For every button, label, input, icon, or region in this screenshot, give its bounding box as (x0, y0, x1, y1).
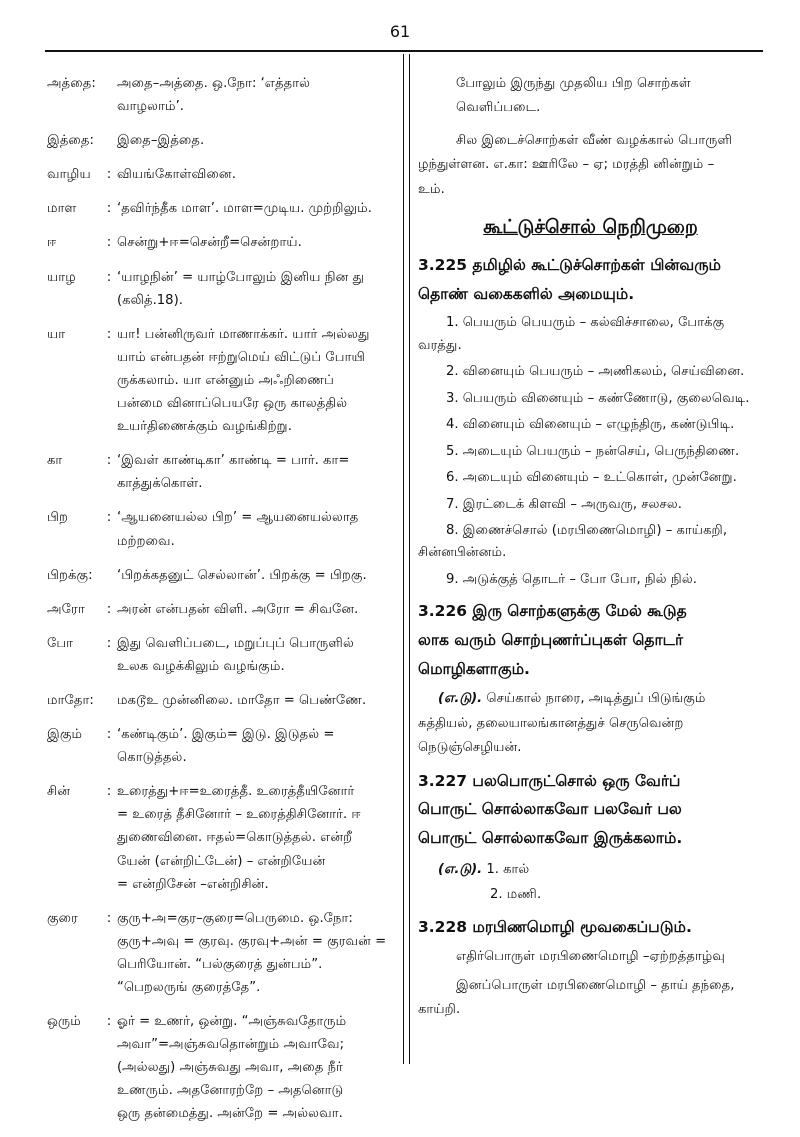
continued-paragraph (418, 72, 763, 121)
entry-definition (117, 72, 395, 118)
column-divider (403, 54, 410, 1064)
text-line: 1. கால் (482, 861, 530, 877)
page-number: 61 (389, 22, 411, 41)
paragraph-3-228a: எதிர்பொருள் மரபிணைமொழி –ஏற்றத்தாழ்வு (456, 949, 726, 965)
example-label: (எ.டு). (438, 861, 483, 877)
text-line: காய்றி. (418, 1002, 461, 1018)
entry-definition (117, 689, 395, 712)
text-line: லாக வரும் சொற்புணர்ப்புகள் தொடர் (418, 630, 684, 649)
entry-word: குரை (47, 910, 78, 926)
example-3-226 (418, 687, 763, 760)
glossary-entry (47, 689, 395, 712)
list-item: 7. இரட்டைக் கிளவி – அருவரு, சலசல. (446, 496, 682, 512)
list-item: 5. அடையும் பெயரும் – நன்செய், பெருந்திணை. (446, 443, 740, 459)
text-line: உயர்திணைக்கும் வழங்கிற்று. (117, 419, 292, 435)
text-line: துணைவினை. ஈதல்=கொடுத்தல். என்றீ (117, 830, 353, 846)
entry-definition (117, 1010, 395, 1125)
glossary-entry (47, 723, 395, 769)
text-line: ‘இவள் காண்டிகா’ காண்டி = பார். கா= (117, 453, 350, 469)
text-line: (கலித்.18). (117, 292, 183, 308)
entry-definition (117, 506, 395, 552)
entry-colon: : (106, 784, 112, 800)
entry-colon: : (106, 235, 112, 251)
entry-colon (101, 129, 117, 152)
entry-colon: : (106, 201, 112, 217)
text-line: ருக்கலாம். யா என்னும் அஃறிணைப் (117, 372, 334, 388)
text-line: இது வெளிப்படை, மறுப்புப் பொருளில் (117, 635, 354, 651)
entry-word: அத்தை: (47, 76, 96, 91)
top-rule (45, 50, 763, 52)
text-line: பொருட் சொல்லாகவோ இருக்கலாம். (418, 828, 683, 847)
text-line: உணரும். அதனோரற்றே – அதனொடு (117, 1083, 344, 1099)
text-line: இனப்பொருள் மரபிணைமொழி – தாய் தந்தை, (456, 977, 735, 993)
list-item-continuation: சின்னபின்னம். (418, 545, 507, 561)
list-item: 8. இணைச்சொல் (மரபிணைமொழி) – காய்கறி, (446, 522, 728, 538)
text-line: செய்கால் நாரை, அடித்துப் பிடுங்கும் (482, 691, 706, 707)
entry-word: கா (47, 453, 63, 469)
entry-word: பிற (47, 510, 69, 526)
entry-definition (117, 907, 395, 999)
paragraph-3-228b (418, 974, 763, 1023)
entry-word: ஒரும் (47, 1014, 81, 1030)
text-line: வாழலாம்’. (117, 99, 184, 115)
text-line: காத்துக்கொள். (117, 476, 203, 492)
entry-colon (101, 689, 117, 712)
glossary-entry (47, 72, 395, 118)
text-line: நெடுஞ்செழியன். (418, 740, 522, 756)
entry-colon: : (106, 510, 112, 526)
text-line: ஒரு தன்மைத்து. அன்றே = அல்லவா. (117, 1106, 343, 1122)
entry-colon (101, 564, 117, 587)
entry-colon (101, 72, 117, 118)
rule-3-225 (418, 251, 763, 308)
text-line: இதை–இத்தை. (117, 133, 205, 149)
entry-word: மாள (47, 201, 77, 217)
glossary-entry (47, 197, 395, 220)
list-item: 1. பெயரும் பெயரும் – கல்விச்சாலை, போக்கு (446, 315, 725, 331)
text-line: யாம் என்பதன் ஈற்றுமெய் விட்டுப் போயி (117, 349, 366, 365)
glossary-entry (47, 907, 395, 999)
text-line: சுத்தியல், தலையாலங்கானத்துச் செருவென்ற (418, 715, 684, 731)
entry-definition (117, 163, 395, 186)
text-line: உம். (418, 181, 445, 197)
text-line: ழந்துள்ளன. எ.கா: ஊரிலே – ஏ; மரத்தி னின்றும் – (418, 157, 715, 173)
text-line: ‘யாழநின்’ = யாழ்போலும் இனிய நின து (117, 269, 365, 285)
entry-definition (117, 780, 395, 895)
text-line: போலும் இருந்து முதலிய பிற சொற்கள் (456, 76, 691, 91)
entry-colon: : (106, 453, 112, 469)
text-line: வியங்கோள்வினை. (117, 167, 236, 183)
entry-colon: : (106, 910, 112, 926)
text-line: 3.225 தமிழில் கூட்டுச்சொற்கள் பின்வரும் (418, 256, 722, 275)
entry-colon: : (106, 601, 112, 617)
entry-word: அரோ (47, 601, 85, 617)
text-line: ஓர் = உணர், ஒன்று. “அஞ்சுவதோரும் (117, 1014, 347, 1030)
text-line: அரன் என்பதன் விளி. அரோ = சிவனே. (117, 601, 359, 617)
entry-definition (117, 449, 395, 495)
text-line: குரு+அவு = குரவு. குரவு+அன் = குரவன் = (117, 933, 387, 949)
text-line: பன்மை வினாப்பெயரே ஒரு காலத்தில் (117, 396, 348, 412)
text-line: ‘தவிர்ந்தீக மாள’. மாள=முடிய. முற்றிலும். (117, 201, 372, 217)
entry-word: பிறக்கு: (47, 567, 93, 583)
text-line: “பெறலருங் குரைத்தே”. (117, 980, 261, 995)
text-line: யா! பன்னிருவர் மாணாக்கர். யார் அல்லது (117, 326, 370, 342)
list-item: 6. அடையும் வினையும் – உட்கொள், முன்னேறு. (446, 470, 737, 486)
entry-colon: : (106, 635, 112, 651)
entry-definition (117, 129, 395, 152)
text-line: யேன் (என்றிட்டேன்) – என்றியேன் (117, 853, 326, 869)
example-3-227 (418, 857, 763, 882)
text-line: = என்றிசேன் –என்றிசின். (117, 876, 269, 892)
entry-definition (117, 564, 395, 587)
entry-word: வாழிய (47, 167, 91, 183)
entry-colon: : (106, 727, 112, 743)
entry-colon: : (106, 269, 112, 285)
entry-definition (117, 323, 395, 438)
text-line: (அல்லது) அஞ்சுவது அவா, அதை நீர் (117, 1060, 343, 1076)
rule-3-228: 3.228 மரபிணமொழி மூவகைப்படும். (418, 917, 692, 936)
text-line: பெரியோன். “பல்குரைத் துன்பம்”. (117, 956, 323, 972)
text-line: மற்றவை. (117, 533, 175, 549)
list-item: 9. அடுக்குத் தொடர் – போ போ, நில் நில். (446, 571, 697, 587)
text-line: மகடூஉ முன்னிலை. மாதோ = பெண்ணே. (117, 692, 367, 708)
text-line: சென்று+ஈ=சென்றீ=சென்றாய். (117, 235, 302, 251)
rule-3-226 (418, 597, 763, 683)
glossary-entry (47, 266, 395, 312)
entry-colon: : (106, 1014, 112, 1030)
text-line: உலக வழக்கிலும் வழங்கும். (117, 658, 285, 674)
glossary-entry (47, 564, 395, 587)
entry-word: யாழ (47, 269, 76, 285)
text-line: 3.226 இரு சொற்களுக்கு மேல் கூடுத (418, 602, 687, 621)
list-item-continuation: வரத்து. (418, 337, 462, 353)
text-line: வெளிப்படை. (456, 100, 541, 116)
text-line: ‘ஆயனையல்ல பிற’ = ஆயனையல்லாத (117, 510, 359, 526)
text-line: = உரைத் தீசினோர் – உரைத்திசினோர். ஈ (117, 807, 361, 823)
text-line: ‘பிறக்கதனுட் செல்லான்’. பிறக்கு = பிறகு. (117, 567, 367, 583)
entry-definition (117, 632, 395, 678)
list-item: 2. வினையும் பெயரும் – அணிகலம், செய்வினை. (446, 364, 745, 380)
entry-definition (117, 197, 395, 220)
entry-word: சின் (47, 784, 71, 800)
text-line: அதை–அத்தை. ஒ.நோ: ‘எத்தால் (117, 76, 311, 91)
entry-word: மாதோ: (47, 692, 94, 708)
particles-paragraph (418, 129, 763, 202)
example-label: (எ.டு). (438, 691, 483, 707)
text-line: அவா”=அஞ்சுவதொன்றும் அவாவே; (117, 1037, 345, 1053)
entry-word: போ (47, 635, 74, 651)
glossary-entry (47, 506, 395, 552)
glossary-entry (47, 598, 395, 621)
entry-word: இத்தை: (47, 133, 94, 149)
text-line: மொழிகளாகும். (418, 659, 530, 678)
text-line: 3.227 பலபொருட்சொல் ஒரு வேர்ப் (418, 771, 681, 790)
text-line: உரைத்து+ஈ=உரைத்தீ. உரைத்தீயினோர் (117, 784, 355, 800)
glossary-entry (47, 1010, 395, 1125)
entry-colon: : (106, 326, 112, 342)
compound-types-list (418, 312, 763, 591)
glossary-entry (47, 323, 395, 438)
glossary-column (47, 72, 395, 1137)
entry-definition (117, 266, 395, 312)
text-line: கொடுத்தல். (117, 750, 187, 766)
text-line: ‘கண்டிகும்’. இகும்= இடு. இடுதல் = (117, 727, 335, 743)
rules-column (418, 72, 763, 1023)
entry-word: யா (47, 326, 66, 342)
glossary-entry (47, 163, 395, 186)
section-heading: கூட்டுச்சொல் நெறிமுறை (483, 216, 698, 239)
entry-definition (117, 723, 395, 769)
text-line: பொருட் சொல்லாகவோ பலவேர் பல (418, 800, 682, 819)
list-item: 3. பெயரும் வினையும் – கண்ணோடு, குலைவெடி. (446, 390, 750, 406)
glossary-entry (47, 449, 395, 495)
list-item: 4. வினையும் வினையும் – எழுந்திரு, கண்டுபிடி. (446, 417, 735, 433)
glossary-entry (47, 632, 395, 678)
glossary-entry (47, 129, 395, 152)
glossary-entry (47, 780, 395, 895)
entry-definition (117, 231, 395, 254)
entry-definition (117, 598, 395, 621)
text-line: தொண் வகைகளில் அமையும். (418, 284, 635, 303)
rule-3-227 (418, 767, 763, 853)
text-line: சில இடைச்சொற்கள் வீண் வழக்கால் பொருளி (456, 132, 733, 148)
glossary-entry (47, 231, 395, 254)
entry-word: ஈ (47, 235, 57, 251)
entry-colon: : (106, 167, 112, 183)
example-3-227-second: 2. மணி. (490, 886, 542, 902)
entry-word: இகும் (47, 727, 83, 743)
text-line: குரு+அ=குர–குரை=பெருமை. ஒ.நோ: (117, 910, 353, 926)
